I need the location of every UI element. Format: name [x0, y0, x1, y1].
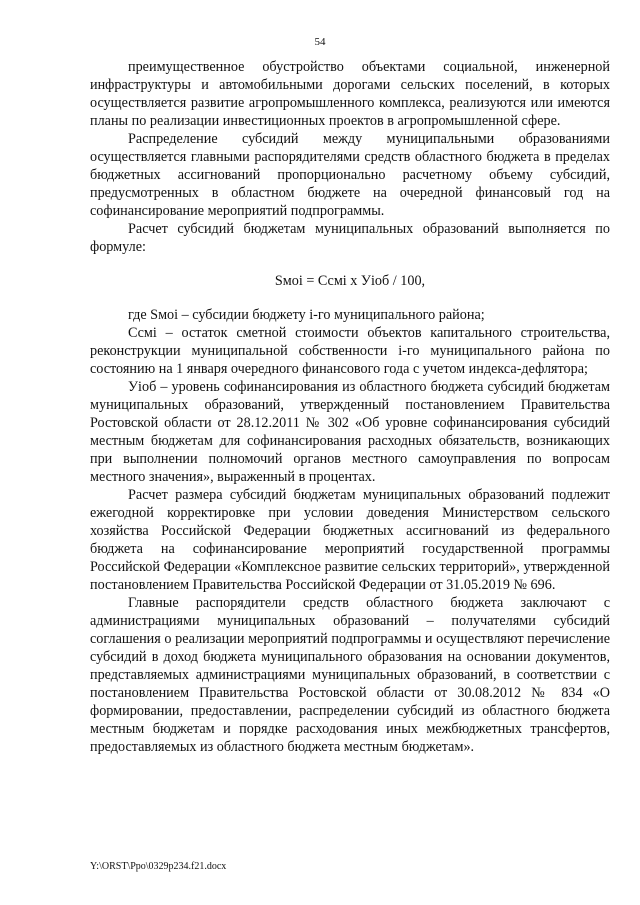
- page-number: 54: [314, 36, 326, 48]
- paragraph-def-uiob: Уiоб – уровень софинансирования из областного бюджета субсидий бюджетам муниципальных образований, утвержденный постановлением Правительства Ростовской области от 28.12.2011 № 302 «Об уровне софинансирования субсидий местным бюджетам для софинансирования расходных обязательств, возникающих при выполнении полномочий органов местного самоуправления по вопросам местного значения», выраженный в процентах.: [90, 379, 610, 485]
- paragraph-correction: Расчет размера субсидий бюджетам муниципальных образований подлежит ежегодной корректировке при условии доведения Министерством сельского хозяйства Российской Федерации бюджетных ассигнований из федерального бюджета на софинансирование мероприятий государственной программы Российской Федерации «Комплексное развитие сельских территорий», утвержденной постановлением Правительства Российской Федерации от 31.05.2019 № 696.: [90, 487, 610, 593]
- paragraph-agreements: Главные распорядители средств областного бюджета заключают с администрациями муниципальных образований – получателями субсидий соглашения о реализации мероприятий подпрограммы и осуществляют перечисление субсидий в доход бюджета муниципального образования на основании документов, представляемых администрациями муниципальных образований, в соответствии с постановлением Правительства Ростовской области от 30.08.2012 № 834 «О формировании, предоставлении, распределении субсидий из областного бюджета местным бюджетам и порядке расходования иных межбюджетных трансфертов, предоставляемых из областного бюджета местным бюджетам».: [90, 595, 610, 755]
- document-body: [90, 58, 610, 756]
- formula: Sмoi = Ссмi х Уiоб / 100,: [274, 273, 426, 289]
- footer-file-path: Y:\ORST\Ppo\0329p234.f21.docx: [90, 861, 227, 872]
- paragraph-infrastructure: преимущественное обустройство объектами социальной, инженерной инфраструктуры и автомобильными дорогами сельских поселений, в которых осуществляется развитие агропромышленного комплекса, реализуются или имеются планы по реализации инвестиционных проектов в агропромышленной сфере.: [90, 59, 610, 129]
- paragraph-distribution: Распределение субсидий между муниципальными образованиями осуществляется главными распорядителями средств областного бюджета в пределах бюджетных ассигнований пропорционально расчетному объему субсидий, предусмотренных в областном бюджете на очередной финансовый год на софинансирование мероприятий подпрограммы.: [90, 131, 610, 219]
- paragraph-def-ccmi: Ссмi – остаток сметной стоимости объектов капитального строительства, реконструкции муниципальной собственности i-го муниципального района по состоянию на 1 января очередного финансового года с учетом индекса-дефлятора;: [90, 325, 610, 377]
- paragraph-calculation-intro: Расчет субсидий бюджетам муниципальных образований выполняется по формуле:: [90, 221, 610, 255]
- paragraph-where-smoi: где Sмoi – субсидии бюджету i-го муниципального района;: [128, 307, 485, 323]
